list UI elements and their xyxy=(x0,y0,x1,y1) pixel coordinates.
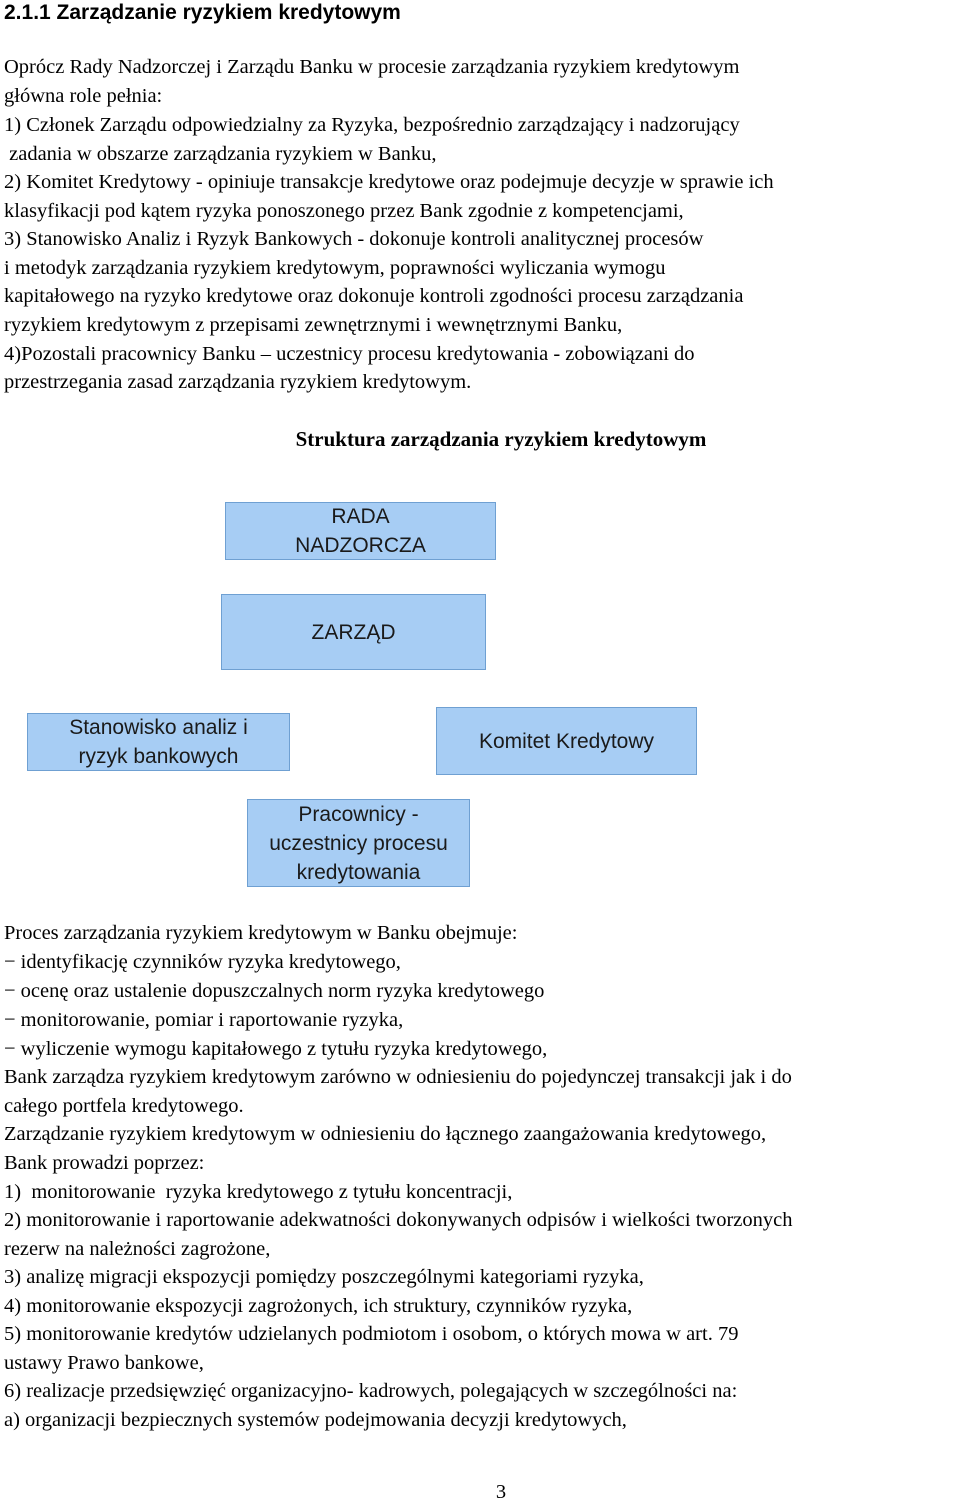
box-label: Komitet Kredytowy xyxy=(478,729,655,753)
box-label: kredytowania xyxy=(296,860,421,884)
intro-line: 1) Członek Zarządu odpowiedzialny za Ryzyka, bezpośrednio zarządzający i nadzorujący xyxy=(4,114,740,136)
process-line: Zarządzanie ryzykiem kredytowym w odniesieniu do łącznego zaangażowania kredytowego, xyxy=(4,1123,767,1145)
process-line: Proces zarządzania ryzykiem kredytowym w Banku obejmuje: xyxy=(4,922,518,944)
intro-line: 2) Komitet Kredytowy - opiniuje transakcje kredytowe oraz podejmuje decyzje w sprawie ich xyxy=(4,171,774,193)
section-heading: 2.1.1 Zarządzanie ryzykiem kredytowym xyxy=(4,1,401,24)
process-line: 3) analizę migracji ekspozycji pomiędzy poszczególnymi kategoriami ryzyka, xyxy=(4,1266,644,1288)
box-rada-nadzorcza xyxy=(225,502,496,560)
box-komitet-kredytowy xyxy=(436,707,697,775)
intro-line: ryzykiem kredytowym z przepisami zewnętrznymi i wewnętrznymi Banku, xyxy=(4,314,623,336)
intro-line: Oprócz Rady Nadzorczej i Zarządu Banku w procesie zarządzania ryzykiem kredytowym xyxy=(4,56,740,78)
process-line: − ocenę oraz ustalenie dopuszczalnych norm ryzyka kredytowego xyxy=(4,980,545,1002)
process-line: − identyfikację czynników ryzyka kredytowego, xyxy=(4,951,401,973)
diagram-title: Struktura zarządzania ryzykiem kredytowym xyxy=(295,427,707,451)
box-label: NADZORCZA xyxy=(295,534,426,557)
intro-line: 4)Pozostali pracownicy Banku – uczestnicy procesu kredytowania - zobowiązani do xyxy=(4,343,695,365)
process-line: a) organizacji bezpiecznych systemów podejmowania decyzji kredytowych, xyxy=(4,1409,627,1431)
process-line: − monitorowanie, pomiar i raportowanie ryzyka, xyxy=(4,1009,404,1031)
process-line: Bank zarządza ryzykiem kredytowym zarówno w odniesieniu do pojedynczej transakcji jak i do xyxy=(4,1066,792,1088)
intro-line: 3) Stanowisko Analiz i Ryzyk Bankowych - dokonuje kontroli analitycznej procesów xyxy=(4,228,704,250)
intro-line: klasyfikacji pod kątem ryzyka ponoszonego przez Bank zgodnie z kompetencjami, xyxy=(4,200,684,222)
box-label: Pracownicy - xyxy=(298,802,419,826)
box-label: ryzyk bankowych xyxy=(78,745,239,768)
intro-line: główna role pełnia: xyxy=(4,85,163,107)
box-label: Stanowisko analiz i xyxy=(69,716,248,739)
process-line: 6) realizacje przedsięwzięć organizacyjno- kadrowych, polegających w szczególności na: xyxy=(4,1380,738,1402)
process-line: Bank prowadzi poprzez: xyxy=(4,1152,205,1174)
box-stanowisko-analiz xyxy=(27,713,290,771)
process-line: 4) monitorowanie ekspozycji zagrożonych, ich struktury, czynników ryzyka, xyxy=(4,1295,633,1317)
process-line: ustawy Prawo bankowe, xyxy=(4,1352,204,1374)
page-number: 3 xyxy=(495,1481,507,1503)
process-line: rezerw na należności zagrożone, xyxy=(4,1238,271,1260)
process-line: całego portfela kredytowego. xyxy=(4,1095,244,1117)
process-line: 2) monitorowanie i raportowanie adekwatności dokonywanych odpisów i wielkości tworzonych xyxy=(4,1209,793,1231)
intro-line: zadania w obszarze zarządzania ryzykiem w Banku, xyxy=(4,143,437,165)
process-line: 5) monitorowanie kredytów udzielanych podmiotom i osobom, o których mowa w art. 79 xyxy=(4,1323,739,1345)
box-label: RADA xyxy=(331,505,390,528)
process-line: 1) monitorowanie ryzyka kredytowego z tytułu koncentracji, xyxy=(4,1181,513,1203)
box-label: ZARZĄD xyxy=(311,620,396,644)
intro-line: kapitałowego na ryzyko kredytowe oraz dokonuje kontroli zgodności procesu zarządzania xyxy=(4,285,744,307)
box-zarzad xyxy=(221,594,486,670)
box-pracownicy xyxy=(247,799,470,887)
box-label: uczestnicy procesu xyxy=(269,831,448,855)
intro-line: przestrzegania zasad zarządzania ryzykiem kredytowym. xyxy=(4,371,472,393)
intro-line: i metodyk zarządzania ryzykiem kredytowym, poprawności wyliczania wymogu xyxy=(4,257,666,279)
process-line: − wyliczenie wymogu kapitałowego z tytułu ryzyka kredytowego, xyxy=(4,1038,548,1060)
